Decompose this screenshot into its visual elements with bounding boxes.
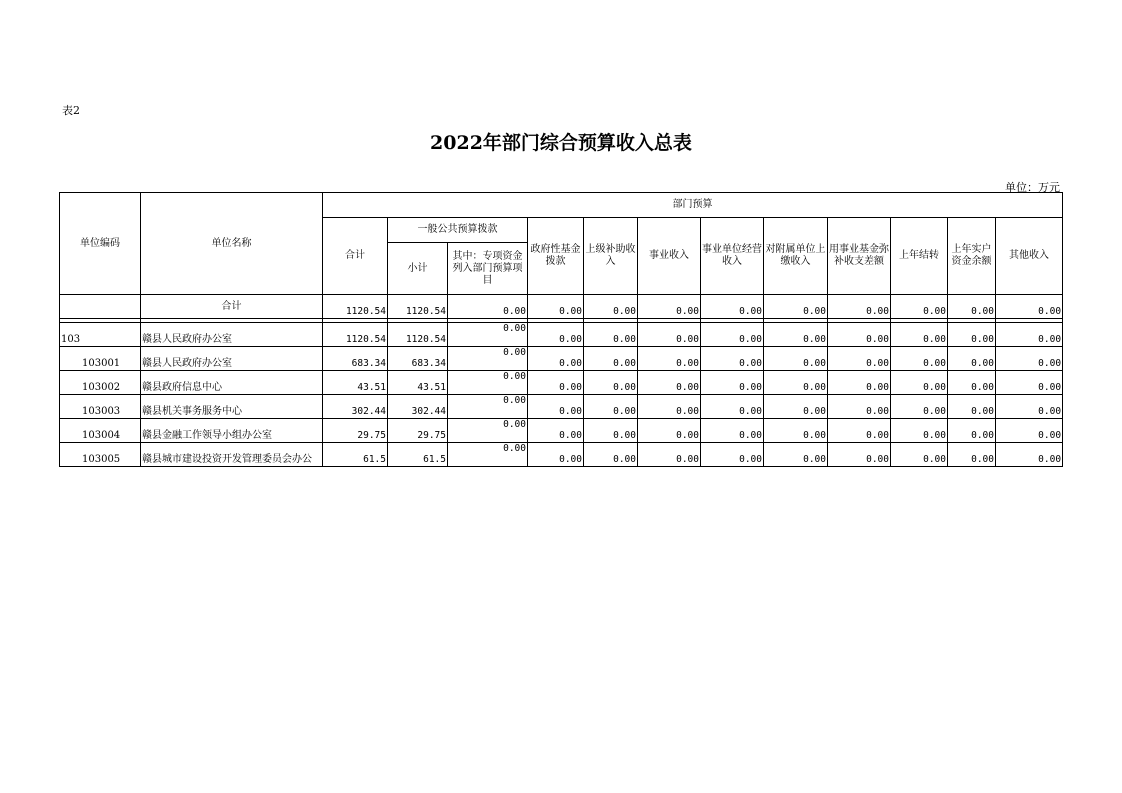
table-cell: 0.00 [948, 295, 996, 319]
table-cell: 0.00 [448, 371, 528, 395]
header-special-funds: 其中：专项资金列入部门预算项目 [448, 243, 528, 295]
table-cell: 0.00 [891, 295, 948, 319]
table-cell: 0.00 [996, 371, 1063, 395]
table-cell: 0.00 [948, 419, 996, 443]
unit-label: 单位：万元 [1005, 181, 1060, 194]
table-cell: 0.00 [891, 371, 948, 395]
table-cell: 0.00 [948, 323, 996, 347]
table-cell: 0.00 [638, 347, 701, 371]
table-cell: 0.00 [638, 419, 701, 443]
header-name: 单位名称 [141, 193, 323, 295]
unit-code: 103002 [60, 371, 141, 395]
table-cell: 0.00 [996, 295, 1063, 319]
table-cell: 0.00 [448, 443, 528, 467]
table-row [60, 419, 1063, 443]
unit-name: 赣县人民政府办公室 [141, 347, 323, 371]
header-business-income: 事业收入 [638, 218, 701, 295]
table-cell: 0.00 [828, 323, 891, 347]
table-cell: 0.00 [528, 419, 584, 443]
header-superior-subsidy: 上级补助收入 [584, 218, 638, 295]
table-cell: 0.00 [584, 395, 638, 419]
header-other-income: 其他收入 [996, 218, 1063, 295]
table-cell: 0.00 [828, 419, 891, 443]
table-cell: 0.00 [528, 371, 584, 395]
table-cell: 0.00 [996, 419, 1063, 443]
header-affiliated-payment: 对附属单位上缴收入 [764, 218, 828, 295]
table-cell: 0.00 [448, 419, 528, 443]
table-cell: 1120.54 [388, 295, 448, 319]
table-cell: 0.00 [584, 323, 638, 347]
table-cell: 0.00 [584, 419, 638, 443]
table-cell: 0.00 [948, 443, 996, 467]
table-cell: 683.34 [388, 347, 448, 371]
page-title: 2022年部门综合预算收入总表 [430, 132, 692, 154]
header-business-operation: 事业单位经营收入 [701, 218, 764, 295]
table-cell: 61.5 [388, 443, 448, 467]
table-cell: 0.00 [828, 443, 891, 467]
table-cell: 302.44 [388, 395, 448, 419]
table-cell: 0.00 [764, 395, 828, 419]
table-cell: 0.00 [584, 371, 638, 395]
header-fund-balance: 用事业基金弥补收支差额 [828, 218, 891, 295]
table-row [60, 323, 1063, 347]
table-row [60, 395, 1063, 419]
table-cell: 0.00 [448, 347, 528, 371]
table-cell: 0.00 [828, 347, 891, 371]
table-cell: 683.34 [323, 347, 388, 371]
table-cell: 0.00 [701, 443, 764, 467]
table-cell: 0.00 [701, 323, 764, 347]
table-cell: 0.00 [828, 295, 891, 319]
table-row [60, 347, 1063, 371]
table-cell: 0.00 [764, 419, 828, 443]
table-cell: 0.00 [764, 295, 828, 319]
unit-name: 赣县人民政府办公室 [141, 323, 323, 347]
table-cell: 1120.54 [323, 295, 388, 319]
table-cell: 0.00 [528, 443, 584, 467]
table-cell: 0.00 [948, 371, 996, 395]
table-cell: 0.00 [891, 419, 948, 443]
table-cell: 0.00 [448, 323, 528, 347]
table-cell: 0.00 [638, 395, 701, 419]
table-cell: 0.00 [584, 347, 638, 371]
table-cell: 0.00 [701, 395, 764, 419]
table-cell: 0.00 [584, 443, 638, 467]
header-general-public: 一般公共预算拨款 [388, 218, 528, 243]
header-gov-fund: 政府性基金拨款 [528, 218, 584, 295]
table-row [60, 443, 1063, 467]
table-cell: 0.00 [764, 371, 828, 395]
table-cell: 0.00 [701, 419, 764, 443]
table-cell: 0.00 [638, 295, 701, 319]
table-cell: 29.75 [388, 419, 448, 443]
header-code: 单位编码 [60, 193, 141, 295]
table-cell: 0.00 [528, 295, 584, 319]
unit-name: 赣县政府信息中心 [141, 371, 323, 395]
table-cell: 0.00 [996, 347, 1063, 371]
total-row [60, 295, 1063, 319]
table-cell: 0.00 [448, 295, 528, 319]
table-cell: 0.00 [996, 443, 1063, 467]
header-dept-budget: 部门预算 [323, 193, 1063, 218]
total-label: 合计 [141, 295, 323, 319]
budget-table [59, 192, 1063, 467]
table-cell: 0.00 [996, 323, 1063, 347]
header-subtotal: 小计 [388, 243, 448, 295]
unit-name: 赣县金融工作领导小组办公室 [141, 419, 323, 443]
unit-code: 103005 [60, 443, 141, 467]
table-cell: 0.00 [528, 323, 584, 347]
table-cell: 0.00 [764, 443, 828, 467]
table-cell: 0.00 [891, 395, 948, 419]
table-cell: 29.75 [323, 419, 388, 443]
table-cell: 0.00 [828, 395, 891, 419]
table-cell [60, 295, 141, 319]
header-prior-carryover: 上年结转 [891, 218, 948, 295]
table-cell: 0.00 [638, 443, 701, 467]
unit-code: 103001 [60, 347, 141, 371]
table-cell: 61.5 [323, 443, 388, 467]
table-cell: 0.00 [638, 371, 701, 395]
table-cell: 0.00 [948, 395, 996, 419]
table-cell: 0.00 [584, 295, 638, 319]
table-cell: 0.00 [528, 347, 584, 371]
table-cell: 0.00 [764, 347, 828, 371]
table-cell: 43.51 [323, 371, 388, 395]
table-cell: 0.00 [638, 323, 701, 347]
table-cell: 0.00 [891, 347, 948, 371]
table-tag: 表2 [62, 104, 80, 117]
table-cell: 0.00 [891, 443, 948, 467]
table-cell: 0.00 [996, 395, 1063, 419]
table-cell: 1120.54 [323, 323, 388, 347]
table-cell: 0.00 [528, 395, 584, 419]
header-prior-balance: 上年实户资金余额 [948, 218, 996, 295]
table-cell: 0.00 [701, 295, 764, 319]
header-total: 合计 [323, 218, 388, 295]
unit-code: 103004 [60, 419, 141, 443]
table-cell: 0.00 [828, 371, 891, 395]
table-row [60, 371, 1063, 395]
table-cell: 0.00 [764, 323, 828, 347]
table-cell: 0.00 [891, 323, 948, 347]
table-cell: 0.00 [948, 347, 996, 371]
unit-name: 赣县城市建设投资开发管理委员会办公 [141, 443, 323, 467]
unit-name: 赣县机关事务服务中心 [141, 395, 323, 419]
unit-code: 103 [60, 323, 141, 347]
table-cell: 0.00 [701, 371, 764, 395]
table-cell: 0.00 [701, 347, 764, 371]
table-cell: 1120.54 [388, 323, 448, 347]
unit-code: 103003 [60, 395, 141, 419]
table-cell: 43.51 [388, 371, 448, 395]
table-cell: 302.44 [323, 395, 388, 419]
table-cell: 0.00 [448, 395, 528, 419]
